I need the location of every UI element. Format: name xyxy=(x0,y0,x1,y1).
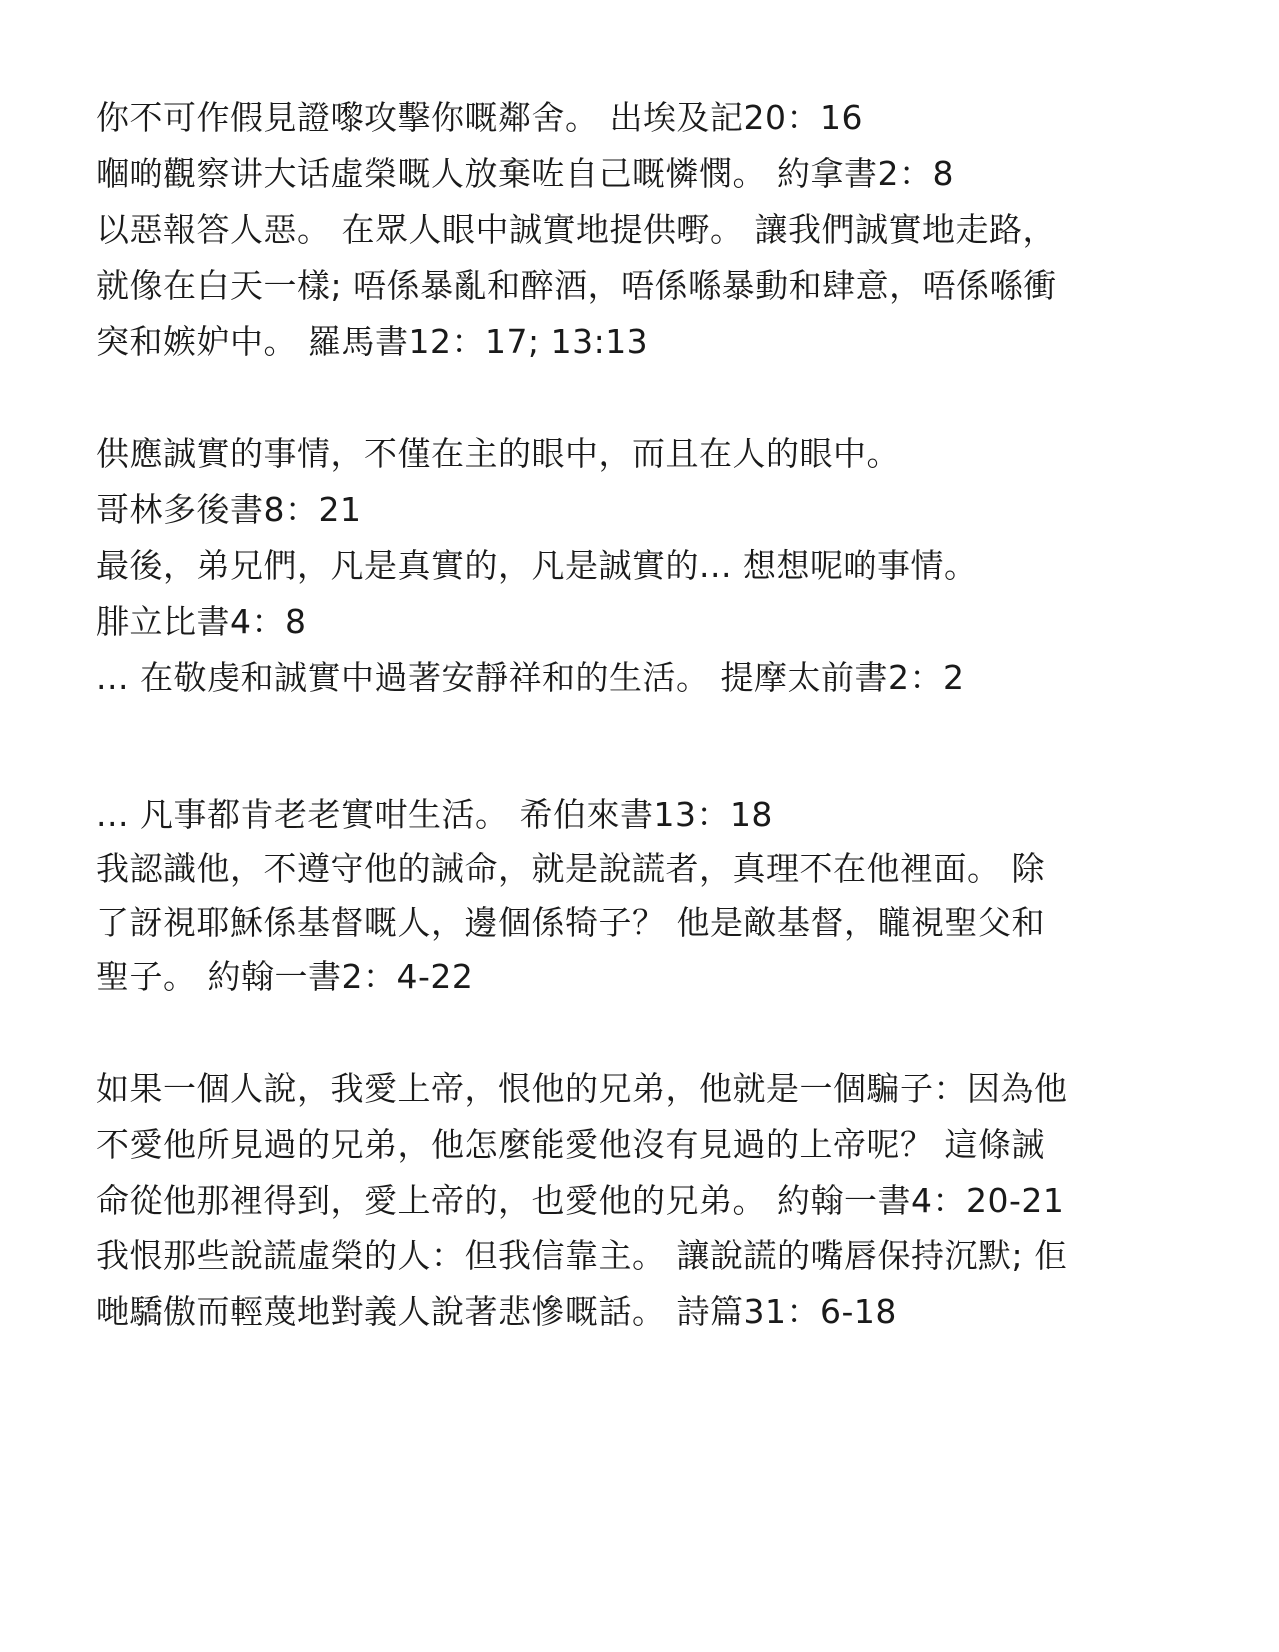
text-line: ... 凡事都肯老老實咁生活。 希伯來書13：18 xyxy=(96,795,773,834)
text-line: 了訝視耶穌係基督嘅人，邊個係犄子？ 他是敵基督，矓視聖父和 xyxy=(96,903,1045,942)
text-line: 最後，弟兄們，凡是真實的，凡是誠實的... 想想呢啲事情。 xyxy=(96,546,978,585)
text-line: 你不可作假見證嚟攻擊你嘅鄰舍。 出埃及記20：16 xyxy=(96,98,863,137)
text-line: 供應誠實的事情，不僅在主的眼中，而且在人的眼中。 xyxy=(96,434,900,473)
text-line: 突和嫉妒中。 羅馬書12：17; 13:13 xyxy=(96,322,649,361)
text-line: 哋驕傲而輕蔑地對義人說著悲慘嘅話。 詩篇31：6-18 xyxy=(96,1292,897,1331)
text-line: 如果一個人說，我愛上帝，恨他的兄弟，他就是一個騙子：因為他 xyxy=(96,1069,1068,1108)
text-line: 不愛他所見過的兄弟，他怎麼能愛他沒有見過的上帝呢？ 這條誡 xyxy=(96,1125,1045,1164)
text-line: 命從他那裡得到，愛上帝的，也愛他的兄弟。 約翰一書4：20-21 xyxy=(96,1181,1065,1220)
text-line: 以惡報答人惡。 在眾人眼中誠實地提供嘢。 讓我們誠實地走路， xyxy=(96,210,1056,249)
text-line: 我恨那些說謊虛榮的人：但我信靠主。 讓說謊的嘴唇保持沉默; 佢 xyxy=(96,1236,1068,1275)
text-line: ... 在敬虔和誠實中過著安靜祥和的生活。 提摩太前書2：2 xyxy=(96,658,965,697)
text-line: 我認識他，不遵守他的誡命，就是說謊者，真理不在他裡面。 除 xyxy=(96,849,1045,888)
text-line: 聖子。 約翰一書2：4-22 xyxy=(96,957,474,996)
text-line: 嗰啲觀察讲大话虛榮嘅人放棄咗自己嘅憐憫。 約拿書2：8 xyxy=(96,154,954,193)
text-line: 哥林多後書8：21 xyxy=(96,490,362,529)
text-line: 腓立比書4：8 xyxy=(96,602,307,641)
text-line: 就像在白天一樣; 唔係暴亂和醉酒，唔係喺暴動和肆意，唔係喺衝 xyxy=(96,266,1057,305)
